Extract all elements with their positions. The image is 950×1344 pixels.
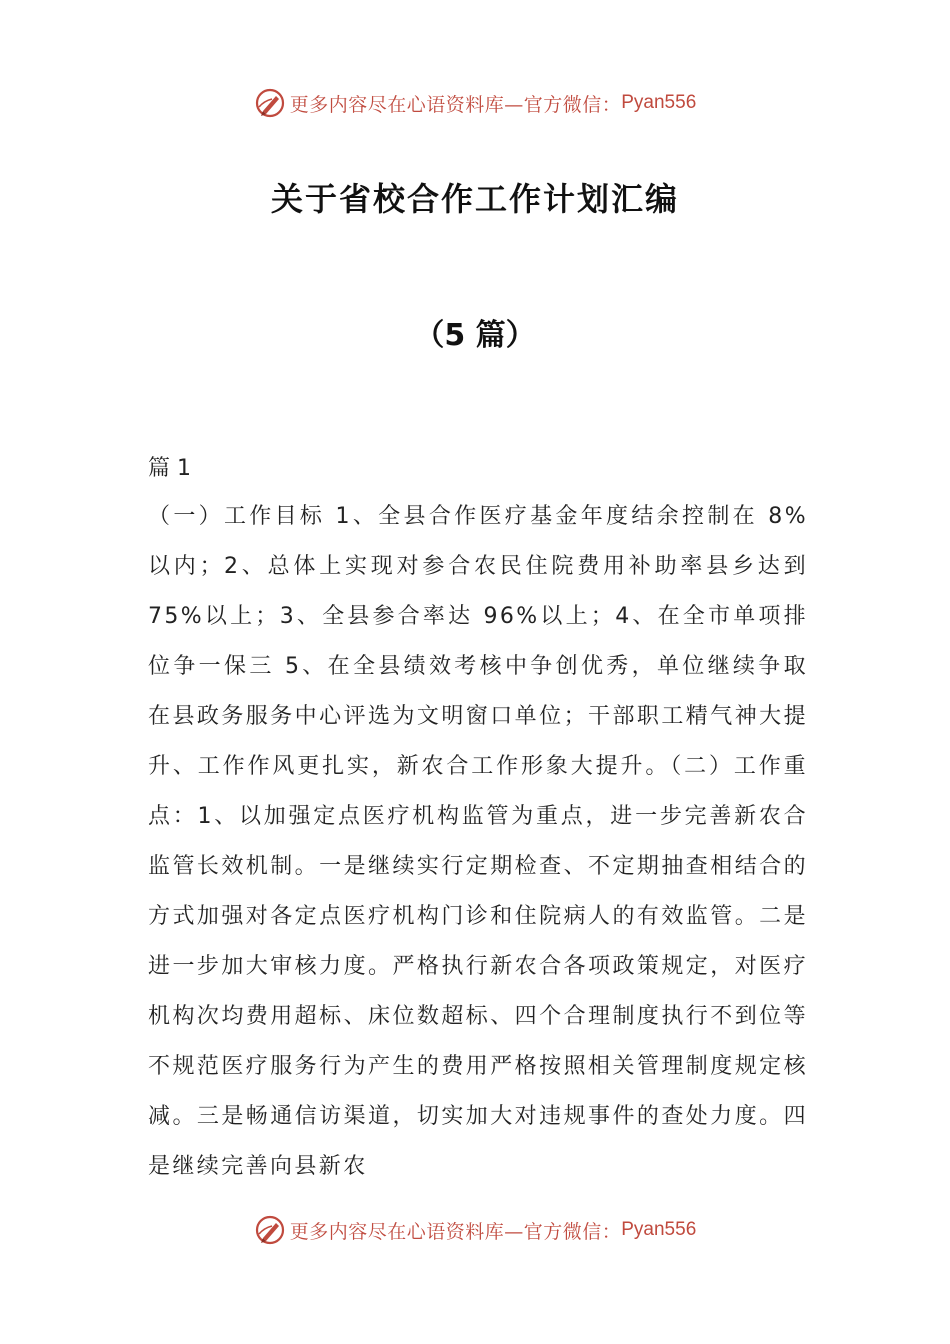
pen-logo-icon xyxy=(254,87,286,119)
footer-banner-text: 更多内容尽在心语资料库—官方微信： xyxy=(289,1220,622,1243)
pen-logo-icon xyxy=(254,1214,286,1246)
section-label: 篇 1 xyxy=(148,456,191,481)
header-banner-text: 更多内容尽在心语资料库—官方微信： xyxy=(289,93,622,116)
footer-wechat-id: Pyan556 xyxy=(621,1219,697,1240)
body-paragraph: （一）工作目标 1、全县合作医疗基金年度结余控制在 8%以内；2、总体上实现对参合农民住院费用补助率县乡达到 75%以上；3、全县参合率达 96%以上；4、在全市单项排位争一保三 5、在全县绩效考核中争创优秀，单位继续争取在县政务服务中心评选为文明窗口单位；干部职工精气神大提升、工作作风更扎实，新农合工作形象大提升。（二）工作重点：1、以加强定点医疗机构监管为重点，进一步完善新农合监管长效机制。一是继续实行定期检查、不定期抽查相结合的方式加强对各定点医疗机构门诊和住院病人的有效监管。二是进一步加大审核力度。严格执行新农合各项政策规定，对医疗机构次均费用超标、床位数超标、四个合理制度执行不到位等不规范医疗服务行为产生的费用严格按照相关管理制度规定核减。三是畅通信访渠道，切实加大对违规事件的查处力度。四是继续完善向县新农 xyxy=(148,504,808,1179)
document-subtitle: （5 篇） xyxy=(414,318,536,353)
header-wechat-id: Pyan556 xyxy=(621,92,697,113)
header-banner xyxy=(0,83,950,123)
document-title: 关于省校合作工作计划汇编 xyxy=(270,180,679,218)
footer-banner xyxy=(0,1210,950,1250)
